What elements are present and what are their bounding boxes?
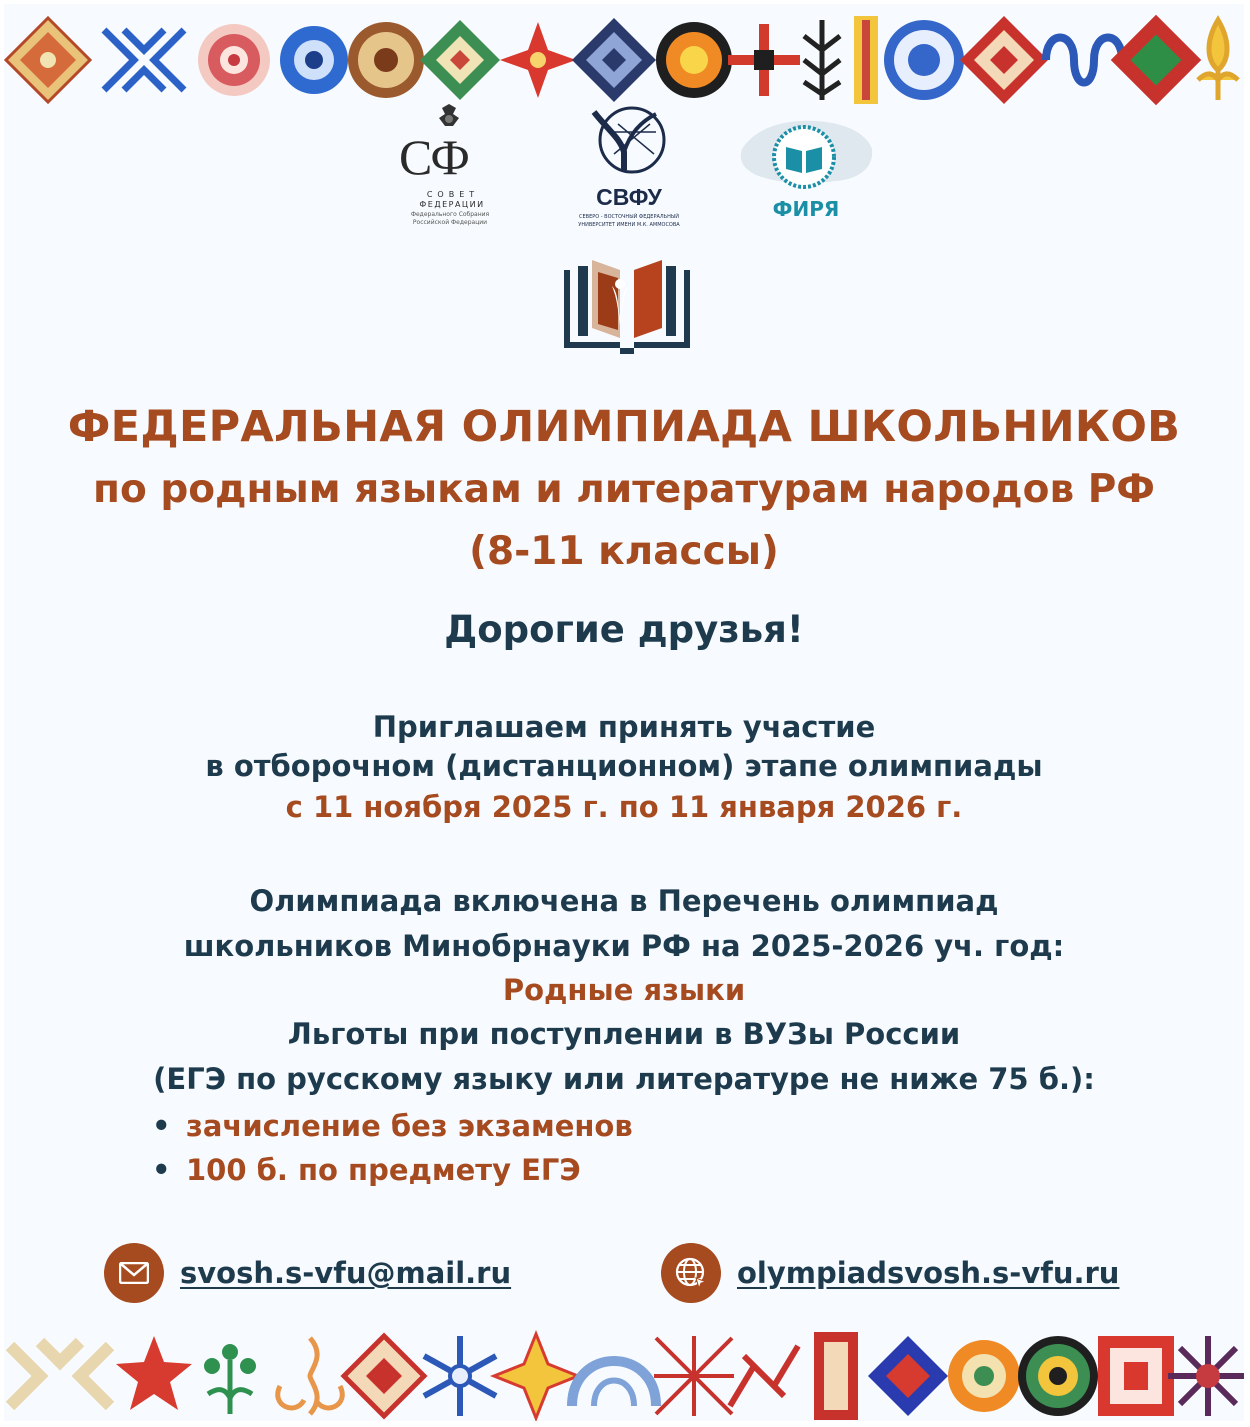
invitation-dates: с 11 ноября 2025 г. по 11 января 2026 г. xyxy=(285,790,963,824)
ornament-star-yellow xyxy=(494,1334,578,1418)
svfu-sub2: УНИВЕРСИТЕТ ИМЕНИ М.К. АММОСОВА xyxy=(578,222,680,228)
benefit-text: зачисление без экзаменов xyxy=(186,1109,633,1143)
sovet-federatsii-logo xyxy=(389,104,509,234)
inclusion-line-1: Олимпиада включена в Перечень олимпиад xyxy=(249,884,999,918)
ornament-diamond-green xyxy=(420,20,500,100)
ornament-strip-top xyxy=(4,10,1244,110)
svfu-crystal-icon xyxy=(574,104,684,189)
benefit-text: 100 б. по предмету ЕГЭ xyxy=(186,1153,581,1187)
ornament-knot-red xyxy=(1111,15,1202,106)
invitation-line-1: Приглашаем принять участие xyxy=(372,710,876,744)
greeting-heading: Дорогие друзья! xyxy=(444,608,804,651)
email-link[interactable]: svosh.s-vfu@mail.ru xyxy=(180,1256,512,1290)
ornament-tulip-yellow xyxy=(1198,20,1238,100)
sf-line3: Федерального Собрания xyxy=(410,211,490,218)
ornament-cross-redpattern xyxy=(654,1336,734,1416)
website-link[interactable]: olympiadsvosh.s-vfu.ru xyxy=(737,1256,1120,1290)
olympiad-title: ФЕДЕРАЛЬНАЯ ОЛИМПИАДА ШКОЛЬНИКОВ xyxy=(67,402,1181,452)
ornament-cross-blue xyxy=(104,30,184,90)
olympiad-subtitle: по родным языкам и литературам народов РФ xyxy=(93,467,1155,512)
ornament-medallion-brown xyxy=(348,22,424,98)
ornament-rosette-pink xyxy=(198,24,270,96)
ornament-diamond-1 xyxy=(6,18,90,102)
ornament-tree-green xyxy=(204,1344,256,1414)
ornament-flower-orange xyxy=(948,1340,1020,1412)
ornament-curl-blue xyxy=(1046,38,1122,83)
firya-logo xyxy=(736,109,876,227)
benefits-condition: (ЕГЭ по русскому языку или литературе не ниже 75 б.): xyxy=(153,1062,1095,1096)
firya-name: ФИРЯ xyxy=(772,197,840,221)
ornament-strip-bottom xyxy=(4,1326,1244,1421)
contact-email xyxy=(104,1240,511,1306)
ornament-curl-orange xyxy=(278,1338,343,1414)
sf-line2: ФЕДЕРАЦИИ xyxy=(419,200,485,209)
ornament-star-red xyxy=(116,1336,192,1410)
ornament-sun-orange xyxy=(656,22,732,98)
contact-website xyxy=(661,1240,1119,1306)
ornament-cross-red xyxy=(728,24,800,96)
ornament-diamond-navy xyxy=(572,18,656,102)
partner-logos xyxy=(4,104,1244,234)
ornament-snowflake-blue xyxy=(424,1336,496,1416)
olympiad-book-icon xyxy=(560,256,694,356)
bullet-icon: • xyxy=(152,1153,171,1187)
ornament-column-red xyxy=(814,1332,858,1420)
globe-icon xyxy=(661,1243,721,1303)
olympiad-grades: (8-11 классы) xyxy=(469,529,779,574)
list-item xyxy=(152,1148,633,1192)
ornament-arch-blue xyxy=(572,1361,656,1406)
list-item xyxy=(152,1104,633,1148)
sf-line4: Российской Федерации xyxy=(412,219,488,226)
svfu-name: СВФУ xyxy=(596,184,662,210)
ornament-medallion-green xyxy=(1018,1336,1098,1416)
bullet-icon: • xyxy=(152,1109,171,1143)
inclusion-line-2: школьников Минобрнауки РФ на 2025-2026 уч. год: xyxy=(183,929,1065,963)
ornament-diamond-red xyxy=(344,1336,424,1416)
mail-icon xyxy=(104,1243,164,1303)
ornament-diamond-blue xyxy=(868,1336,948,1416)
ornament-diamond-redpattern xyxy=(960,16,1048,104)
poster xyxy=(4,4,1244,1421)
benefits-list xyxy=(152,1104,633,1192)
ornament-bird-red xyxy=(730,1346,798,1406)
svfu-sub1: СЕВЕРО - ВОСТОЧНЫЙ ФЕДЕРАЛЬНЫЙ xyxy=(578,214,679,220)
sf-mark: СФ xyxy=(399,129,468,185)
invitation-line-2: в отборочном (дистанционном) этапе олимпиады xyxy=(205,749,1043,783)
ornament-star-red xyxy=(500,22,576,98)
ornament-snowflake-purple xyxy=(1168,1336,1244,1416)
ornament-chevrons-beige xyxy=(10,1342,110,1406)
benefits-title: Льготы при поступлении в ВУЗы России xyxy=(287,1017,961,1051)
ornament-circle-bluewhite xyxy=(884,20,964,100)
inclusion-subject: Родные языки xyxy=(502,973,746,1007)
ornament-column-yellow xyxy=(854,16,878,104)
ornament-tree-black xyxy=(804,20,840,100)
ornament-square-red xyxy=(1098,1336,1174,1416)
ornament-flower-blue xyxy=(280,26,348,94)
svfu-logo xyxy=(574,104,684,234)
sf-line1: СОВЕТ xyxy=(426,190,480,199)
